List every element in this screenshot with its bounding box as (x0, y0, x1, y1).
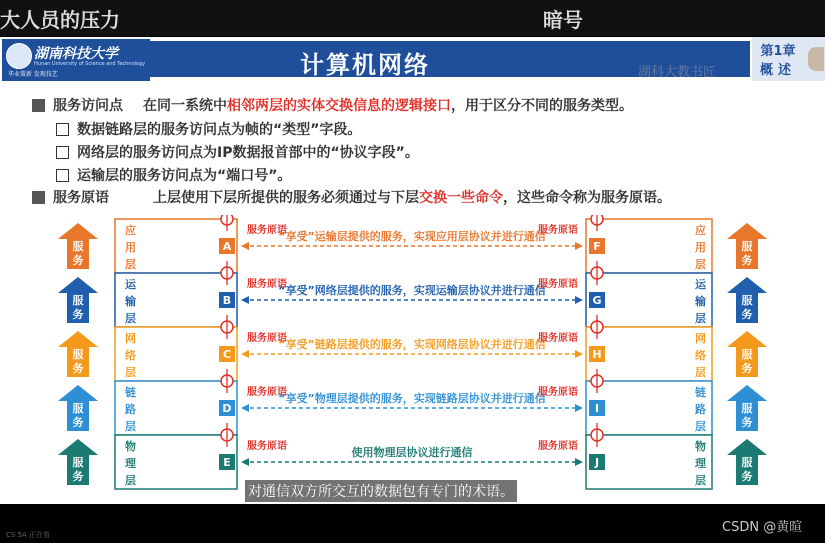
left-layer-name: 输 (125, 295, 136, 308)
slide-title: 计算机网络 (300, 51, 430, 79)
primitive-text-red: 交换一些命令 (419, 190, 503, 206)
right-layer-name: 路 (695, 403, 706, 416)
left-layer-name: 网 (125, 332, 136, 345)
sap-item (56, 165, 291, 185)
sap-item (56, 119, 361, 139)
left-layer-name: 链 (125, 386, 136, 399)
arrow-left-icon (241, 458, 249, 466)
right-layer-name: 层 (695, 420, 706, 433)
left-layer-name: 层 (125, 366, 136, 379)
arrow-right-icon (575, 404, 583, 412)
chapter-box (752, 37, 825, 81)
right-layer-name: 层 (695, 366, 706, 379)
service-label: 服 (741, 348, 753, 361)
primitive-text-post: ，这些命令称为服务原语。 (503, 190, 671, 206)
primitive-line (32, 187, 671, 207)
viewer-count: CS 5A 正在看 (6, 531, 51, 539)
chapter-name: 概述 (759, 63, 796, 78)
logo-subtitle: Hunan University of Science and Technology (34, 61, 146, 67)
left-access-point-label: A (222, 240, 232, 253)
left-layer-name: 层 (125, 420, 136, 433)
sap-item (56, 142, 419, 162)
right-primitive-label: 服务原语 (538, 333, 578, 344)
right-primitive-label: 服务原语 (538, 441, 578, 452)
left-layer-name: 物 (125, 440, 136, 453)
peer-message: “享受”网络层提供的服务，实现运输层协议并进行通信 (278, 284, 546, 297)
sap-label: 服务访问点 (53, 98, 123, 114)
author-credit: CSDN @黄暄 (722, 520, 803, 535)
bullet-square-icon (32, 99, 45, 112)
left-primitive-label: 服务原语 (247, 441, 287, 452)
right-access-point-label: J (594, 456, 600, 469)
slide-header (0, 37, 825, 85)
service-label: 服 (72, 348, 84, 361)
chapter-number: 第1章 (760, 44, 796, 59)
left-primitive-label: 服务原语 (247, 225, 287, 236)
service-label: 服 (741, 240, 753, 253)
right-primitive-label: 服务原语 (538, 279, 578, 290)
right-access-point-label: F (593, 240, 601, 253)
watermark: 湖科大教书匠 (638, 65, 717, 80)
presenter-avatar (808, 47, 824, 71)
left-layer-name: 理 (125, 457, 136, 470)
service-label: 务 (72, 416, 84, 429)
right-access-point-label: I (594, 402, 600, 415)
left-primitive-label: 服务原语 (247, 279, 287, 290)
service-label: 务 (741, 254, 753, 267)
peer-message: 使用物理层协议进行通信 (351, 446, 473, 459)
overlay-text-left: 大人员的压力 (0, 8, 120, 32)
right-layer-name: 链 (695, 386, 706, 399)
bullet-square-icon (32, 191, 45, 204)
layer-diagram (0, 215, 825, 504)
right-layer-name: 输 (695, 295, 706, 308)
peer-message: “享受”物理层提供的服务，实现链路层协议并进行通信 (278, 392, 546, 405)
left-access-point-label: B (222, 294, 232, 307)
checkbox-square-icon (56, 169, 69, 182)
arrow-left-icon (241, 350, 249, 358)
left-primitive-label: 服务原语 (247, 333, 287, 344)
right-layer-name: 网 (695, 332, 706, 345)
left-layer-name: 络 (125, 349, 136, 362)
sap-item-text: 运输层的服务访问点为“端口号”。 (77, 168, 292, 184)
sap-item-text: 网络层的服务访问点为IP数据报首部中的“协议字段”。 (77, 145, 419, 161)
overlay-text-center: 暗号 (543, 8, 583, 32)
subtitle-caption: 对通信双方所交互的数据包有专门的术语。 (245, 480, 517, 502)
service-label: 务 (72, 308, 84, 321)
right-layer-name: 层 (695, 258, 706, 271)
right-layer-name: 物 (695, 440, 706, 453)
service-label: 服 (72, 402, 84, 415)
left-access-point-label: D (222, 402, 232, 415)
service-label: 服 (72, 456, 84, 469)
left-access-point-label: E (223, 456, 231, 469)
left-layer-name: 层 (125, 258, 136, 271)
logo-motto: 毕业策新 发现技艺 (8, 71, 58, 78)
logo-name: 湖南科技大学 (34, 46, 118, 62)
primitive-label: 服务原语 (53, 190, 109, 206)
service-label: 服 (72, 294, 84, 307)
service-label: 务 (72, 470, 84, 483)
arrow-right-icon (575, 458, 583, 466)
video-bottom-bar (0, 504, 825, 543)
service-label: 务 (72, 254, 84, 267)
left-layer-name: 用 (125, 241, 136, 254)
school-badge-icon (6, 43, 32, 69)
left-layer-name: 运 (125, 278, 136, 291)
checkbox-square-icon (56, 123, 69, 136)
primitive-text-pre: 上层使用下层所提供的服务必须通过与下层 (153, 190, 419, 206)
left-access-point-label: C (222, 348, 232, 361)
right-layer-name: 运 (695, 278, 706, 291)
right-layer-name: 层 (695, 312, 706, 325)
arrow-right-icon (575, 350, 583, 358)
service-label: 务 (741, 308, 753, 321)
left-layer-name: 层 (125, 312, 136, 325)
peer-message: “享受”运输层提供的服务，实现应用层协议并进行通信 (278, 230, 546, 243)
video-top-bar (0, 0, 825, 36)
arrow-left-icon (241, 296, 249, 304)
slide (0, 37, 825, 504)
arrow-left-icon (241, 404, 249, 412)
right-layer-name: 应 (695, 224, 706, 237)
arrow-right-icon (575, 296, 583, 304)
sap-item-text: 数据链路层的服务访问点为帧的“类型”字段。 (77, 122, 362, 138)
service-label: 务 (741, 362, 753, 375)
right-layer-name: 用 (695, 241, 706, 254)
sap-text-post: ，用于区分不同的服务类型。 (451, 98, 633, 114)
right-layer-name: 层 (695, 474, 706, 487)
checkbox-square-icon (56, 146, 69, 159)
peer-message: “享受”链路层提供的服务，实现网络层协议并进行通信 (278, 338, 546, 351)
right-layer-name: 理 (695, 457, 706, 470)
sap-text-red: 相邻两层的实体交换信息的逻辑接口 (227, 98, 451, 114)
right-access-point-label: H (592, 348, 602, 361)
right-primitive-label: 服务原语 (538, 387, 578, 398)
sap-line (32, 95, 633, 115)
sap-text-pre: 在同一系统中 (143, 98, 227, 114)
right-access-point-label: G (592, 294, 602, 307)
left-layer-name: 层 (125, 474, 136, 487)
left-primitive-label: 服务原语 (247, 387, 287, 398)
left-layer-name: 应 (125, 224, 136, 237)
service-label: 务 (741, 416, 753, 429)
service-label: 务 (741, 470, 753, 483)
right-layer-name: 络 (695, 349, 706, 362)
left-layer-name: 路 (125, 403, 136, 416)
service-label: 务 (72, 362, 84, 375)
service-label: 服 (741, 402, 753, 415)
service-label: 服 (72, 240, 84, 253)
arrow-right-icon (575, 242, 583, 250)
service-label: 服 (741, 456, 753, 469)
service-label: 服 (741, 294, 753, 307)
arrow-left-icon (241, 242, 249, 250)
university-logo (2, 39, 150, 81)
right-primitive-label: 服务原语 (538, 225, 578, 236)
